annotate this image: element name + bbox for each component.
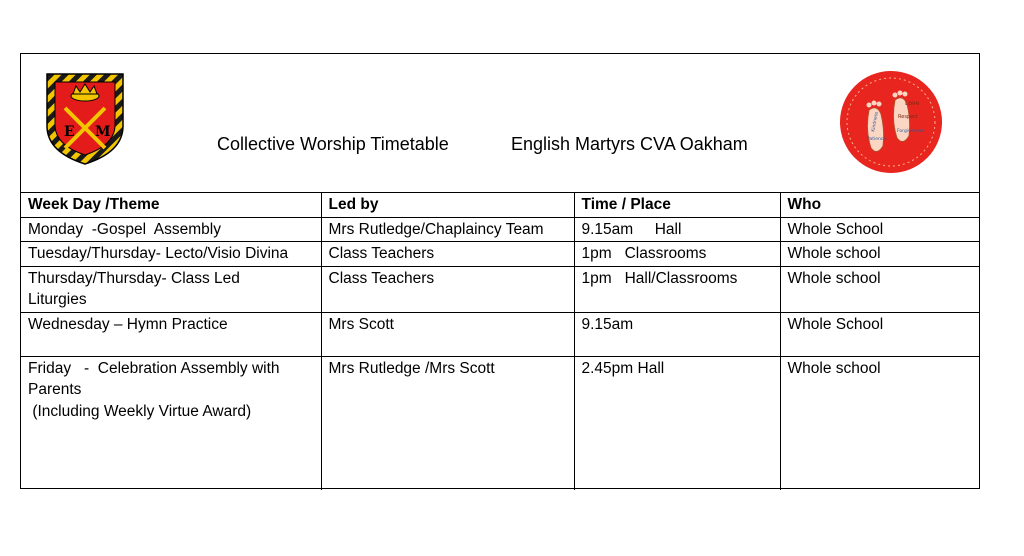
table-row <box>21 217 979 242</box>
cell-week-day: Tuesday/Thursday- Lecto/Visio Divina <box>21 242 321 267</box>
footprints-badge-logo <box>839 70 943 174</box>
cell-time-place: 1pm Classrooms <box>574 242 780 267</box>
badge-word-love: Love <box>905 100 920 107</box>
cell-week-day: Monday -Gospel Assembly <box>21 217 321 242</box>
school-crest-logo <box>45 70 125 166</box>
school-name: English Martyrs CVA Oakham <box>511 134 748 154</box>
badge-word-respect: Respect <box>898 114 918 120</box>
col-header-who: Who <box>780 193 979 218</box>
cell-time-place: 2.45pm Hall <box>574 356 780 490</box>
table-row <box>21 356 979 490</box>
badge-word-kindness: Kindness <box>871 111 880 133</box>
cell-who: Whole School <box>780 217 979 242</box>
col-header-led-by: Led by <box>321 193 574 218</box>
cell-week-day: Thursday/Thursday- Class Led Liturgies <box>21 266 321 312</box>
cell-who: Whole school <box>780 242 979 267</box>
cell-led-by: Class Teachers <box>321 242 574 267</box>
cell-week-day: Wednesday – Hymn Practice <box>21 312 321 356</box>
badge-word-patience: Patience <box>867 137 887 142</box>
page-title: Collective Worship Timetable <box>217 134 449 154</box>
col-header-week-day: Week Day /Theme <box>21 193 321 218</box>
timetable-frame <box>20 53 980 489</box>
crest-letter-e: E <box>64 124 75 140</box>
table-row <box>21 266 979 312</box>
crest-letter-m: M <box>95 124 111 140</box>
cell-who: Whole School <box>780 312 979 356</box>
cell-led-by: Mrs Scott <box>321 312 574 356</box>
cell-week-day: Friday - Celebration Assembly with Parents (Including Weekly Virtue Award) <box>21 356 321 490</box>
table-header-row <box>21 193 979 218</box>
cell-time-place: 1pm Hall/Classrooms <box>574 266 780 312</box>
cell-led-by: Mrs Rutledge /Mrs Scott <box>321 356 574 490</box>
cell-who: Whole school <box>780 266 979 312</box>
cell-who: Whole school <box>780 356 979 490</box>
header <box>21 54 979 192</box>
timetable-table <box>21 192 979 490</box>
col-header-time-place: Time / Place <box>574 193 780 218</box>
cell-led-by: Mrs Rutledge/Chaplaincy Team <box>321 217 574 242</box>
cell-time-place: 9.15am Hall <box>574 217 780 242</box>
cell-led-by: Class Teachers <box>321 266 574 312</box>
cell-time-place: 9.15am <box>574 312 780 356</box>
table-row <box>21 312 979 356</box>
badge-word-forgiveness: Forgiveness <box>897 129 924 134</box>
table-row <box>21 242 979 267</box>
